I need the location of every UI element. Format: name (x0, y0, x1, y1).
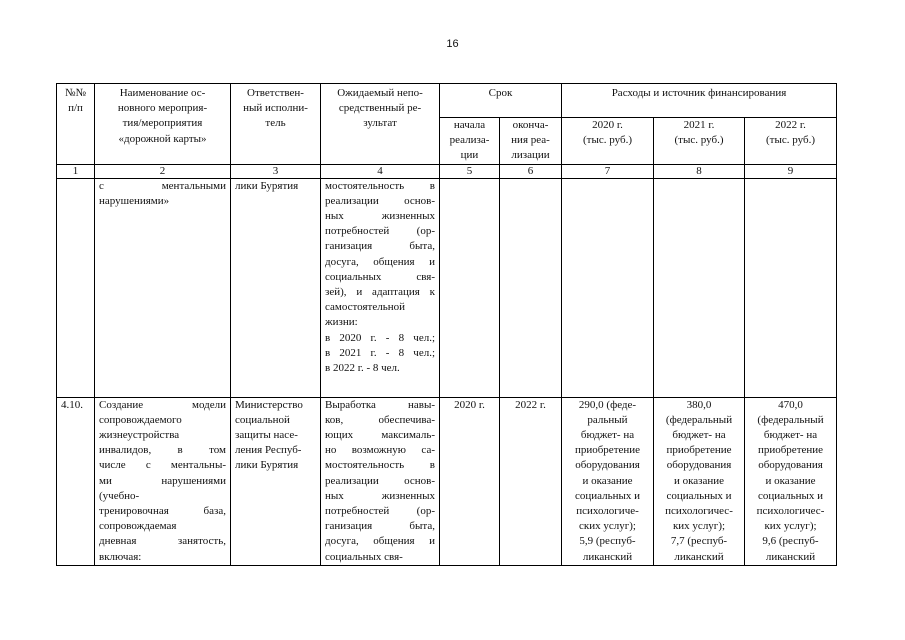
text-line: средственный ре- (338, 102, 422, 115)
cell-expected-result (321, 397, 440, 565)
column-number-8: 8 (654, 164, 745, 178)
text-line: (тыс. руб.) (766, 134, 815, 147)
text-line: 2020 г. (592, 119, 623, 131)
cell-executor (231, 178, 321, 397)
header-term-start (440, 118, 500, 165)
text-line: (федеральный (757, 413, 824, 426)
text-line: жизнеустройства (99, 429, 180, 442)
text-line: самостоятельной (325, 301, 405, 314)
text-line: (тыс. руб.) (583, 134, 632, 147)
header-term-end (500, 118, 562, 165)
column-number-9: 9 (745, 164, 837, 178)
text-line: ных жизненных (325, 210, 435, 223)
text-line: защиты насе- (235, 429, 298, 442)
cell-end: 2022 г. (500, 397, 562, 565)
cell-start: 2020 г. (440, 397, 500, 565)
text-line: в 2020 г. - 8 чел.; (325, 331, 435, 344)
text-line: реализа- (449, 134, 490, 147)
text-line: включая: (99, 550, 142, 563)
text-line: начала (453, 119, 486, 131)
text-line: (федеральный (665, 413, 733, 426)
text-line: лики Бурятия (235, 459, 299, 472)
text-line: ских услуг); (579, 520, 636, 533)
text-line: (тыс. руб.) (674, 134, 724, 147)
text-line: Выработка навы- (325, 398, 435, 411)
text-line: потребностей (ор- (325, 505, 435, 518)
text-line: мостоятельность в (325, 179, 435, 192)
text-line: ликанский (674, 550, 724, 563)
column-number-5: 5 (440, 164, 500, 178)
text-line: в 2021 г. - 8 чел.; (325, 346, 435, 359)
text-line: и оказание (765, 474, 816, 487)
text-line: приобретение (666, 444, 732, 457)
text-line: лики Бурятия (235, 179, 299, 192)
text-line: социальных свя- (325, 550, 403, 563)
text-line: психологичес- (665, 505, 733, 518)
text-line: ликанский (582, 550, 633, 563)
text-line: приобретение (757, 444, 824, 457)
text-line: ганизация быта, (325, 520, 435, 533)
text-line: №№ (65, 87, 86, 99)
text-line: дневная занятость, (99, 535, 226, 548)
text-line: социальных свя- (325, 270, 435, 283)
cell-executor (231, 397, 321, 565)
text-line: ганизация быта, (325, 240, 435, 253)
text-line: в 2022 г. - 8 чел. (325, 362, 400, 375)
cell-expenses-2021 (654, 397, 745, 565)
table-row-continuation (57, 178, 837, 397)
text-line: и оказание (582, 474, 633, 487)
text-line: ния реа- (511, 134, 550, 147)
text-line: тренировочная база, (99, 505, 226, 518)
text-line: тель (265, 117, 286, 130)
text-line: 9,6 (респуб- (762, 535, 819, 548)
text-line: 470,0 (778, 398, 803, 411)
text-line: нарушениями» (99, 194, 170, 207)
text-line: бюджет- на (763, 429, 818, 442)
text-line: ный исполни- (243, 102, 308, 115)
text-line: «дорожной карты» (118, 132, 207, 145)
text-line: 2021 г. (683, 119, 715, 131)
text-line: 7,7 (респуб- (670, 535, 728, 548)
text-line: мостоятельность в (325, 459, 435, 472)
header-year-2021 (654, 118, 745, 165)
text-line: ликанский (765, 550, 816, 563)
text-line: 290,0 (феде- (578, 398, 637, 411)
header-result (321, 84, 440, 165)
text-line: Ожидаемый непо- (337, 87, 423, 99)
header-name (95, 84, 231, 165)
text-line: социальных и (757, 489, 824, 502)
cell-end (500, 178, 562, 397)
text-line: новного мероприя- (117, 102, 208, 115)
text-line: бюджет- на (580, 429, 635, 442)
text-line: зультат (363, 117, 397, 130)
text-line: реализации основ- (325, 474, 435, 487)
text-line: ления Респуб- (235, 444, 302, 457)
roadmap-table (56, 83, 837, 566)
text-line: 5,9 (респуб- (579, 535, 636, 548)
cell-start (440, 178, 500, 397)
text-line: сопровождаемого (99, 413, 182, 426)
text-line: 380,0 (686, 398, 712, 411)
header-year-2022 (745, 118, 837, 165)
cell-activity-name (95, 178, 231, 397)
column-number-3: 3 (231, 164, 321, 178)
column-number-2: 2 (95, 164, 231, 178)
text-line: оборудования (666, 459, 732, 472)
text-line: психологичес- (756, 505, 825, 518)
text-line: социальных и (574, 489, 641, 502)
text-line: ков, обеспечива- (325, 413, 435, 426)
header-finance: Расходы и источник финансирования (562, 84, 837, 118)
text-line: (учебно- (99, 489, 140, 502)
text-line: 2022 г. (775, 119, 806, 131)
cell-expenses-2020 (562, 178, 654, 397)
column-number-6: 6 (500, 164, 562, 178)
text-line: числе с ментальны- (99, 459, 226, 472)
text-line: с ментальными (99, 179, 226, 192)
text-line: социальных и (666, 489, 732, 502)
text-line: Ответствен- (247, 87, 304, 99)
cell-expenses-2020 (562, 397, 654, 565)
cell-num: 4.10. (57, 397, 95, 565)
text-line: досуга, общения и (325, 535, 435, 548)
header-num (57, 84, 95, 165)
text-line: ции (460, 149, 479, 162)
text-line: оборудования (758, 459, 823, 472)
text-line: ми нарушениями (99, 474, 226, 487)
text-line: потребностей (ор- (325, 225, 435, 238)
text-line: ких услуг); (764, 520, 817, 533)
page-number: 16 (446, 38, 459, 50)
text-line: оконча- (512, 119, 549, 131)
table-row-4-10 (57, 397, 837, 565)
text-line: досуга, общения и (325, 255, 435, 268)
cell-expenses-2021 (654, 178, 745, 397)
text-line: ных жизненных (325, 489, 435, 502)
text-line: ральный (587, 413, 628, 426)
cell-num (57, 178, 95, 397)
text-line: Наименование ос- (119, 87, 206, 99)
text-line: инвалидов, в том (99, 444, 226, 457)
text-line: оборудования (575, 459, 640, 472)
header-term: Срок (440, 84, 562, 118)
text-line: социальной (235, 413, 290, 426)
header-year-2020 (562, 118, 654, 165)
text-line: жизни: (325, 316, 358, 329)
text-line: Создание модели (99, 398, 226, 411)
text-line: сопровождаемая (99, 520, 177, 533)
text-line: Министерство (235, 398, 303, 411)
cell-activity-name (95, 397, 231, 565)
column-number-1: 1 (57, 164, 95, 178)
text-line: приобретение (574, 444, 641, 457)
text-line: и оказание (673, 474, 725, 487)
text-line: ких услуг); (672, 520, 726, 533)
text-line: тия/мероприятия (122, 117, 203, 130)
text-line: зей), и адаптация к (325, 286, 435, 299)
text-line: психологиче- (576, 505, 639, 518)
text-line: но возможную са- (325, 444, 435, 457)
header-executor (231, 84, 321, 165)
column-number-7: 7 (562, 164, 654, 178)
column-number-4: 4 (321, 164, 440, 178)
text-line: лизации (511, 149, 550, 162)
cell-expenses-2022 (745, 397, 837, 565)
text-line: ющих максималь- (325, 429, 435, 442)
text-line: реализации основ- (325, 194, 435, 207)
cell-expected-result (321, 178, 440, 397)
cell-expenses-2022 (745, 178, 837, 397)
text-line: п/п (68, 102, 83, 115)
text-line: бюджет- на (672, 429, 726, 442)
